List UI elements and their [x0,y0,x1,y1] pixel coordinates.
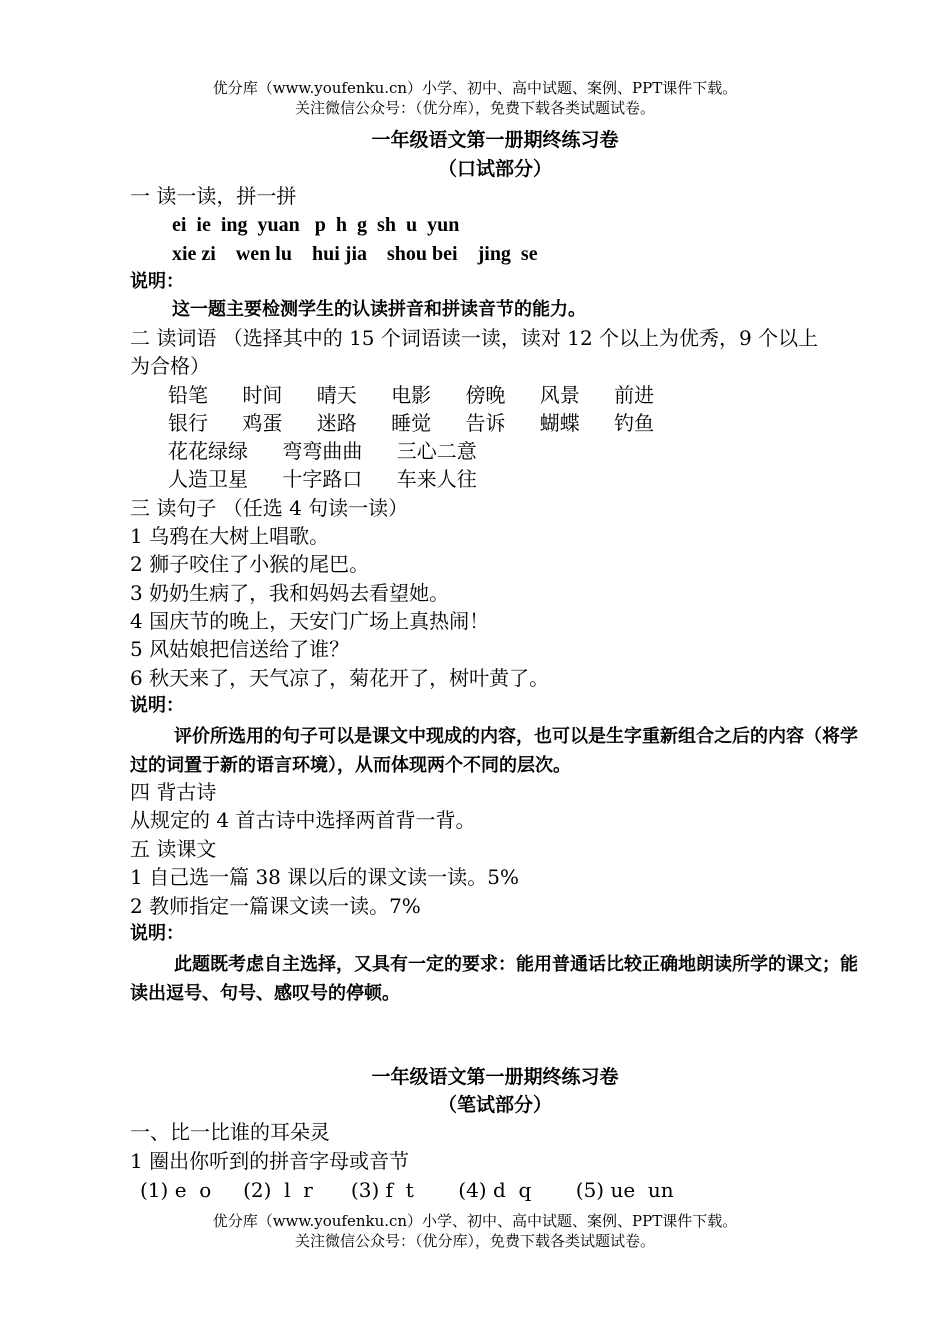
note-label: 说明： [130,923,184,944]
sentence-1: 1 乌鸦在大树上唱歌。 [130,524,330,548]
word: 银行 [168,411,208,435]
word: 前进 [614,383,655,407]
word: 十字路口 [282,467,363,491]
header-line-1: 优分库（www.youfenku.cn）小学、初中、高中试题、案例、PPT课件下载。 [212,79,738,97]
words-row-4 [168,465,505,493]
word: 电影 [391,383,432,407]
word: 车来人往 [396,467,477,491]
oral-title: 一年级语文第一册期终练习卷 [371,129,619,151]
word: 告诉 [465,411,506,435]
written-s1-options: (1) e o (2) l r (3) f t (4) d q (5) ue un [140,1178,674,1202]
word: 人造卫星 [168,467,248,491]
oral-s5-note: 此题既考虑自主选择，又具有一定的要求：能用普通话比较正确地朗读所学的课文；能读出逗号、句号、感叹号的停顿。 [130,954,858,1004]
word: 花花绿绿 [168,439,248,463]
word: 钓鱼 [614,411,655,435]
word: 晴天 [316,383,357,407]
written-s1-item-1: 1 圈出你听到的拼音字母或音节 [130,1149,410,1173]
oral-subtitle: （口试部分） [437,158,552,180]
words-row-1 [168,381,682,409]
note-label: 说明： [130,271,184,292]
oral-s3-heading: 三 读句子 （任选 4 句读一读） [130,496,409,520]
sentence-5: 5 风姑娘把信送给了谁？ [130,637,350,661]
pinyin-row-2: xie zi wen lu hui jia shou bei jing se [172,243,538,265]
oral-s5-item-1: 1 自己选一篇 38 课以后的课文读一读。5% [130,865,519,889]
header-line-2: 关注微信公众号：（优分库），免费下载各类试题试卷。 [294,99,655,117]
oral-s4-heading: 四 背古诗 [130,780,217,804]
sentence-6: 6 秋天来了，天气凉了，菊花开了，树叶黄了。 [130,666,550,690]
word: 铅笔 [168,383,208,407]
oral-s2-heading-cont: 为合格） [130,354,210,378]
written-title: 一年级语文第一册期终练习卷 [371,1066,619,1088]
word: 弯弯曲曲 [282,439,363,463]
pinyin-row-1: ei ie ing yuan p h g sh u yun [172,214,460,236]
sentence-3: 3 奶奶生病了，我和妈妈去看望她。 [130,581,450,605]
word: 时间 [242,383,283,407]
oral-s1-note: 这一题主要检测学生的认读拼音和拼读音节的能力。 [172,299,586,320]
word: 蝴蝶 [539,411,580,435]
oral-s3-note: 评价所选用的句子可以是课文中现成的内容，也可以是生字重新组合之后的内容（将学过的词置于新的语言环境），从而体现两个不同的层次。 [130,726,858,776]
oral-s5-item-2: 2 教师指定一篇课文读一读。7% [130,894,421,918]
word: 迷路 [316,411,357,435]
oral-s5-heading: 五 读课文 [130,837,217,861]
written-s1-heading: 一、比一比谁的耳朵灵 [130,1120,330,1144]
sentence-4: 4 国庆节的晚上，天安门广场上真热闹！ [130,609,490,633]
oral-s4-text: 从规定的 4 首古诗中选择两首背一背。 [130,808,476,832]
oral-s2-heading: 二 读词语 （选择其中的 15 个词语读一读，读对 12 个以上为优秀，9 个以上 [130,326,819,350]
words-row-2 [168,409,682,437]
word: 鸡蛋 [242,411,283,435]
word: 风景 [539,383,580,407]
words-row-3 [168,437,505,465]
footer-line-2: 关注微信公众号：（优分库），免费下载各类试题试卷。 [294,1232,655,1250]
written-subtitle: （笔试部分） [437,1094,552,1116]
word: 睡觉 [391,411,432,435]
sentence-2: 2 狮子咬住了小猴的尾巴。 [130,552,370,576]
word: 三心二意 [396,439,477,463]
footer-line-1: 优分库（www.youfenku.cn）小学、初中、高中试题、案例、PPT课件下载。 [212,1212,738,1230]
word: 傍晚 [465,383,506,407]
note-label: 说明： [130,695,184,716]
oral-s1-heading: 一 读一读，拼一拼 [130,184,297,208]
